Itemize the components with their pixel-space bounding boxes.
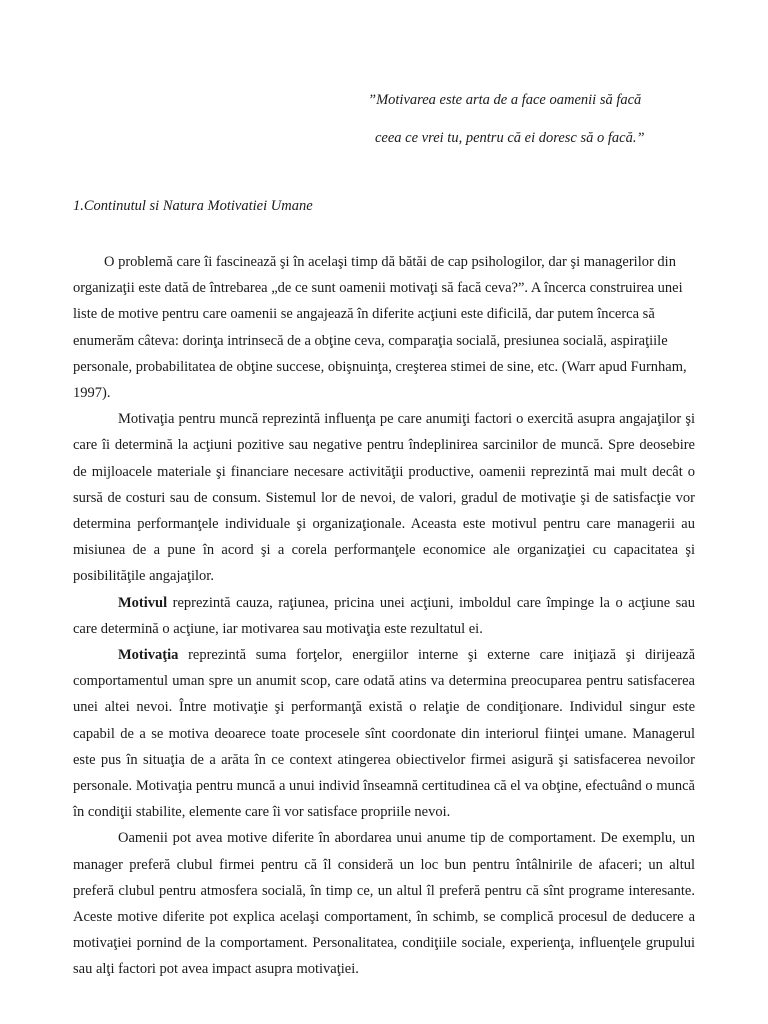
paragraph-3-text: reprezintă cauza, raţiunea, pricina unei acţiuni, imboldul care împinge la o acţiune sau care determină o acţiune, iar motivarea sau motivaţia este rezultatul ei. bbox=[73, 594, 695, 637]
paragraph-5: Oamenii pot avea motive diferite în abordarea unui anume tip de comportament. De exemplu, un manager preferă clubul firmei pentru că îl consideră un loc bun pentru întâlnirile de afaceri; un altul preferă clubul pentru atmosfera socială, în timp ce, un altul îl preferă pentru că sînt programe interesante. Aceste motive diferite pot explica acelaşi comportament, în schimb, se complică procesul de deducere a motivaţiei pornind de la comportament. Personalitatea, condiţiile sociale, experienţa, influenţele grupului sau alţi factori pot avea impact asupra motivaţiei. bbox=[73, 830, 695, 978]
paragraph-3 bbox=[73, 590, 695, 642]
term-motivul: Motivul bbox=[118, 594, 168, 611]
paragraph-1: O problemă care îi fascinează şi în acelaşi timp dă bătăi de cap psihologilor, dar şi managerilor din organizaţii este dată de întrebarea „de ce sunt oamenii motivaţi să facă ceva?”. A încerca construirea unei liste de motive pentru care oamenii se angajează în diferite acţiuni este dificilă, dar putem încerca să enumerăm câteva: dorinţa intrinsecă de a obţine ceva, comparaţia socială, presiunea socială, aspiraţiile personale, probabilitatea de obţine succese, obişnuinţa, creşterea stimei de sine, etc. (Warr apud Furnham, 1997). bbox=[73, 254, 687, 402]
epigraph-line-2: ceea ce vrei tu, pentru că ei doresc să o facă.” bbox=[375, 130, 645, 146]
paragraph-2: Motivaţia pentru muncă reprezintă influenţa pe care anumiţi factori o exercită asupra angajaţilor şi care îi determină la acţiuni pozitive sau negative pentru îndeplinirea sarcinilor de muncă. Spre deosebire de mijloacele materiale şi financiare necesare activităţii productive, oamenii reprezintă mai mult decât o sursă de costuri sau de consum. Sistemul lor de nevoi, de valori, gradul de motivaţie şi de satisfacţie vor determina performanţele individuale şi organizaţionale. Aceasta este motivul pentru care managerii au misiunea de a pune în acord şi a corela performanţele economice ale organizaţiei cu capacitatea şi posibilităţile angajaţilor. bbox=[73, 411, 695, 585]
epigraph-line-1: ”Motivarea este arta de a face oamenii să facă bbox=[368, 92, 642, 108]
epigraph-quote bbox=[340, 90, 700, 148]
body-text bbox=[73, 249, 695, 983]
paragraph-4 bbox=[73, 642, 695, 825]
paragraph-4-text: reprezintă suma forţelor, energiilor interne şi externe care iniţiază şi dirijează comportamentul uman spre un anumit scop, care odată atins va determina preocuparea pentru satisfacerea unei altei nevoi. Între motivaţie şi performanţă există o relaţie de condiţionare. Individul singur este capabil de a se motiva deoarece toate procesele sînt coordonate din interiorul fiinţei umane. Managerul este pus în situaţia de a arăta în ce context atingerea obiectivelor firmei asigură şi satisfacerea nevoilor personale. Motivaţia pentru muncă a unui individ înseamnă certitudinea că el va obţine, efectuând o muncă în condiţii stabilite, elemente care îi vor satisface propriile nevoi. bbox=[73, 647, 695, 821]
section-heading: 1.Continutul si Natura Motivatiei Umane bbox=[73, 198, 313, 214]
term-motivatia: Motivaţia bbox=[118, 647, 179, 664]
